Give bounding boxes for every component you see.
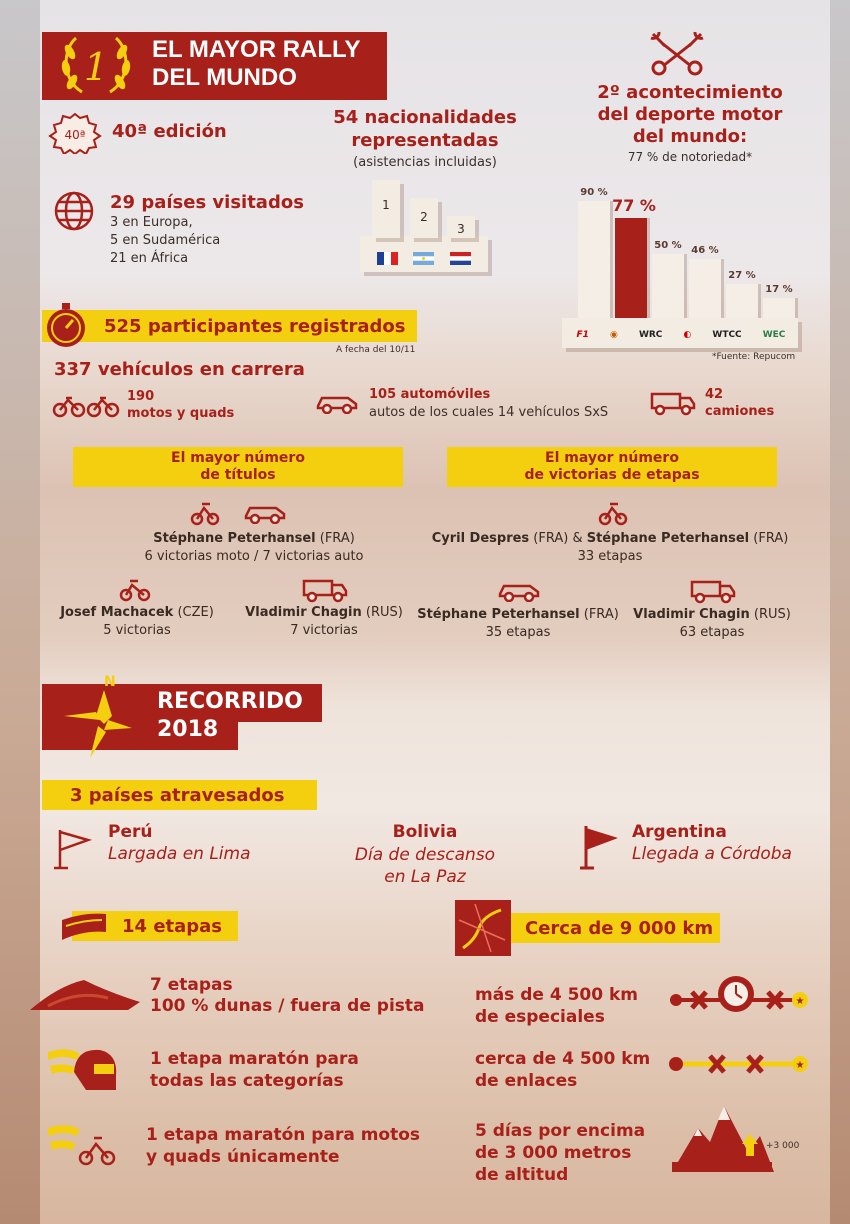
chart-value-label: 27 % (728, 270, 756, 282)
route-map-icon (455, 900, 511, 960)
dunes-icon (28, 976, 142, 1016)
chart-bar-wtcc (726, 284, 758, 320)
quad-icon (118, 576, 152, 606)
argentina-sub: Llegada a Córdoba (632, 844, 792, 864)
moto-marathon-icon (46, 1118, 120, 1174)
f1-logo-icon: F1 (576, 330, 589, 340)
notoriety-bar-chart (570, 170, 810, 320)
stage-holder-1: Cyril Despres (FRA) & Stéphane Peterhansel (FRA) 33 etapas (431, 531, 789, 564)
specials-timeline-icon (668, 966, 810, 1020)
svg-text:★: ★ (795, 996, 805, 1007)
wrc-logo-icon: WRC (638, 330, 663, 340)
roadbook-icon (58, 906, 110, 950)
finish-flag-icon (578, 824, 624, 876)
chart-bar-dakar (615, 218, 647, 320)
countries-breakdown: 3 en Europa, 5 en Sudamérica 21 en África (110, 215, 221, 266)
marathon-moto-text: 1 etapa maratón para motos y quads únicamente (146, 1125, 421, 1167)
start-flag-icon (52, 826, 98, 876)
crossed-countries-bar: 3 países atravesados (42, 780, 317, 810)
mountain-icon (670, 1100, 810, 1178)
chart-value-label: 90 % (580, 187, 608, 199)
car-icon-2 (244, 502, 286, 528)
motor-title: 2º acontecimiento del deporte motor del mundo: (597, 82, 783, 147)
nationalities-subtitle: (asistencias incluidas) (353, 155, 497, 170)
participants-bar: 525 participantes registrados (42, 310, 417, 342)
route-title: RECORRIDO 2018 (157, 689, 303, 742)
podium-1: 1 (372, 180, 400, 238)
countries-title: 29 países visitados (110, 192, 304, 213)
motorbike-quad-icon (52, 390, 120, 422)
chart-value-label: 46 % (691, 245, 719, 257)
motorbike-icon-2 (598, 498, 628, 530)
left-border (0, 0, 40, 1224)
trucks-count: 42 camiones (705, 387, 775, 419)
page-title: EL MAYOR RALLY DEL MUNDO (152, 36, 361, 91)
truck-icon-2 (302, 577, 348, 607)
podium-3: 3 (447, 216, 475, 238)
right-border (830, 0, 850, 1224)
globe-icon (53, 190, 95, 236)
autos-count: 105 automóviles autos de los cuales 14 vehículos SxS (369, 387, 609, 420)
chart-value-label: 50 % (654, 240, 682, 251)
wtcc-logo-icon: WTCC (712, 330, 742, 340)
bolivia-sub: Día de descanso en La Paz (354, 845, 496, 887)
distance-bar: Cerca de 9 000 km (505, 913, 720, 943)
stage-holder-2: Stéphane Peterhansel (FRA) 35 etapas (417, 607, 619, 640)
title-holder-1: Stéphane Peterhansel (FRA) 6 victorias moto / 7 victorias auto (144, 531, 364, 564)
liaison-timeline-icon (668, 1048, 810, 1084)
compass-icon (60, 672, 136, 764)
truck-icon (650, 390, 696, 420)
netherlands-flag-icon (450, 250, 471, 269)
titles-header: El mayor número de títulos (73, 447, 403, 487)
svg-text:+3 000: +3 000 (766, 1141, 800, 1151)
svg-text:N: N (104, 674, 116, 690)
svg-text:1: 1 (83, 45, 109, 89)
argentina-flag-icon (413, 250, 434, 269)
stage-holder-3: Vladimir Chagin (RUS) 63 etapas (633, 607, 791, 640)
chart-bar-wrc (652, 254, 684, 320)
title-holder-3: Vladimir Chagin (RUS) 7 victorias (245, 605, 403, 638)
truck-icon-3 (690, 578, 736, 608)
vehicles-title: 337 vehículos en carrera (54, 359, 305, 380)
stopwatch-icon (40, 300, 92, 354)
altitude-text: 5 días por encima de 3 000 metros de altitud (475, 1121, 646, 1185)
motor-subtitle: 77 % de notoriedad* (627, 150, 753, 164)
laurel-medal-icon (52, 30, 140, 102)
svg-text:40ª: 40ª (64, 128, 86, 142)
stages-count-bar: 14 etapas (72, 911, 238, 941)
chart-source: *Fuente: Repucom (712, 352, 796, 362)
title-holder-2: Josef Machacek (CZE) 5 victorias (60, 605, 214, 638)
stages-header: El mayor número de victorias de etapas (447, 447, 777, 487)
peru-sub: Largada en Lima (108, 844, 251, 864)
motorbike-icon (190, 498, 220, 530)
chart-bar-f1 (578, 201, 610, 320)
marathon-all-text: 1 etapa maratón para todas las categorías (150, 1049, 359, 1091)
edition-text: 40ª edición (112, 121, 227, 142)
wrench-icon (645, 28, 709, 80)
dunes-text: 7 etapas 100 % dunas / fuera de pista (150, 975, 425, 1016)
svg-text:★: ★ (795, 1060, 805, 1071)
special-stages-text: más de 4 500 km de especiales (475, 985, 639, 1027)
helmet-icon (46, 1042, 120, 1098)
motos-count: 190 motos y quads (127, 389, 235, 421)
chart-logos (566, 324, 796, 346)
chart-bar-wec (763, 298, 795, 320)
nationalities-title: 54 nacionalidades representadas (333, 107, 517, 151)
dakar-logo-icon: ◉ (610, 330, 618, 340)
participants-date: A fecha del 10/11 (336, 345, 416, 355)
wec-logo-icon: WEC (762, 330, 786, 340)
car-icon (316, 392, 358, 418)
bolivia-label: Bolivia (392, 822, 458, 842)
chart-value-label: 77 % (612, 196, 656, 216)
car-icon-3 (498, 580, 540, 606)
liaison-text: cerca de 4 500 km de enlaces (475, 1049, 651, 1091)
motogp-logo-icon: ◐ (683, 330, 692, 340)
chart-bar-motogp (689, 259, 721, 320)
peru-label: Perú (108, 822, 153, 842)
argentina-label: Argentina (632, 822, 727, 842)
edition-badge-icon (44, 112, 106, 158)
france-flag-icon (377, 250, 398, 269)
podium-2: 2 (410, 198, 438, 238)
chart-value-label: 17 % (765, 283, 793, 295)
